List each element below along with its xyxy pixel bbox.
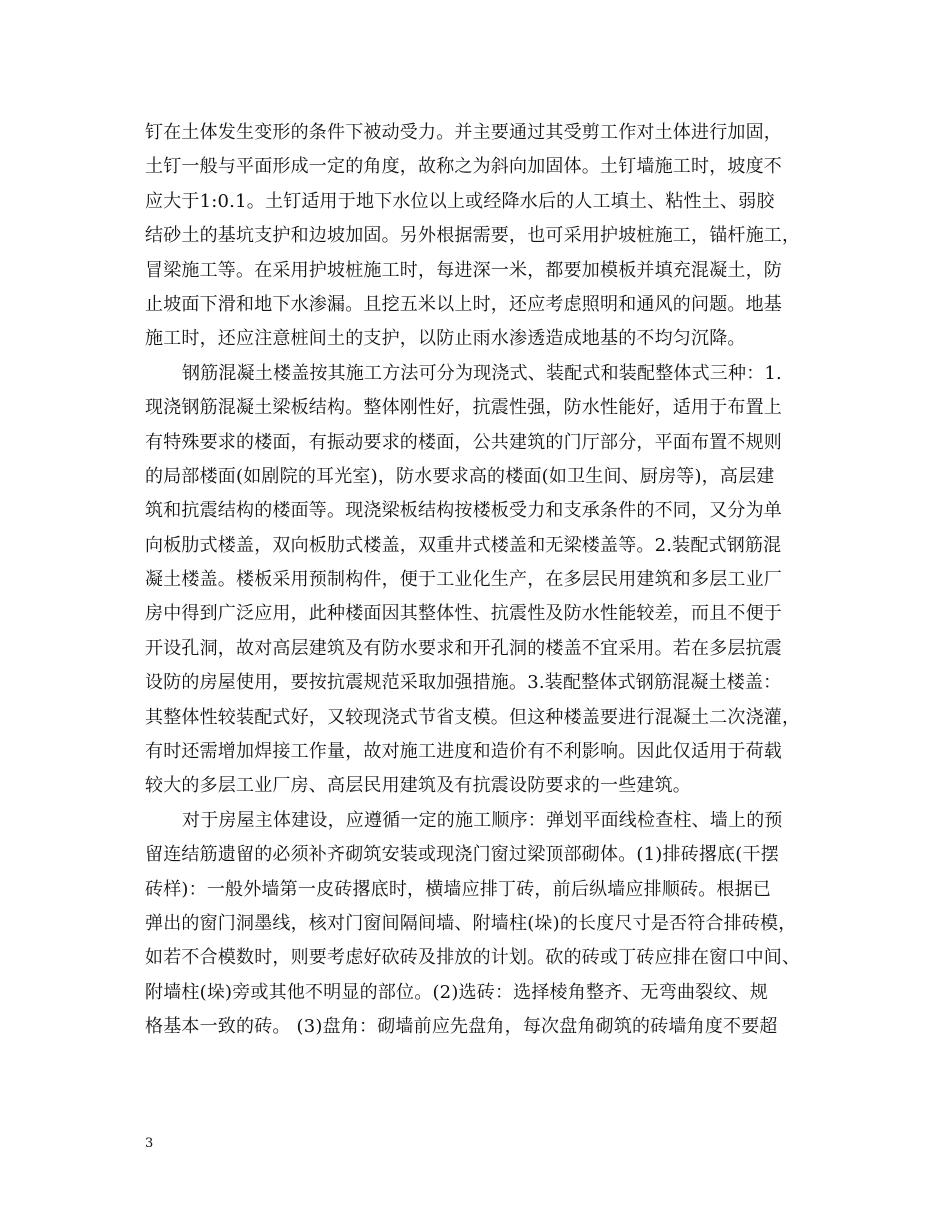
- text-line: 有特殊要求的楼面，有振动要求的楼面，公共建筑的门厅部分，平面布置不规则: [145, 431, 782, 453]
- text-line: 土钉一般与平面形成一定的角度，故称之为斜向加固体。土钉墙施工时，坡度不: [145, 156, 782, 178]
- text-line: 较大的多层工业厂房、高层民用建筑及有抗震设防要求的一些建筑。: [145, 775, 691, 797]
- text-line: 房中得到广泛应用，此种楼面因其整体性、抗震性及防水性能较差，而且不便于: [145, 603, 782, 625]
- text-line: 施工时，还应注意桩间土的支护，以防止雨水渗透造成地基的不均匀沉降。: [145, 328, 746, 350]
- text-line: 现浇钢筋混凝土梁板结构。整体刚性好，抗震性强，防水性能好，适用于布置上: [145, 397, 782, 419]
- text-line: 对于房屋主体建设，应遵循一定的施工顺序：弹划平面线检查柱、墙上的预: [182, 809, 783, 831]
- text-line: 格基本一致的砖。 (3)盘角：砌墙前应先盘角，每次盘角砌筑的砖墙角度不要超: [145, 1016, 778, 1038]
- text-line: 弹出的窗门洞墨线，核对门窗间隔间墙、附墙柱(垛)的长度尺寸是否符合排砖模，: [145, 912, 797, 934]
- text-line: 设防的房屋使用，要按抗震规范采取加强措施。3.装配整体式钢筋混凝土楼盖：: [145, 672, 782, 694]
- page-number: 3: [145, 1136, 154, 1151]
- text-line: 结砂土的基坑支护和边坡加固。另外根据需要，也可采用护坡桩施工，锚杆施工，: [145, 225, 801, 247]
- text-line: 如若不合模数时，则要考虑好砍砖及排放的计划。砍的砖或丁砖应排在窗口中间、: [145, 947, 801, 969]
- text-line: 筑和抗震结构的楼面等。现浇梁板结构按楼板受力和支承条件的不同，又分为单: [145, 500, 782, 522]
- body-text: [145, 116, 815, 1045]
- text-line: 钢筋混凝土楼盖按其施工方法可分为现浇式、装配式和装配整体式三种：1.: [182, 362, 782, 384]
- text-line: 附墙柱(垛)旁或其他不明显的部位。(2)选砖：选择棱角整齐、无弯曲裂纹、规: [145, 981, 768, 1003]
- text-line: 应大于1:0.1。土钉适用于地下水位以上或经降水后的人工填土、粘性土、弱胶: [145, 190, 775, 212]
- text-line: 止坡面下滑和地下水渗漏。且挖五米以上时，还应考虑照明和通风的问题。地基: [145, 293, 782, 315]
- text-line: 开设孔洞，故对高层建筑及有防水要求和开孔洞的楼盖不宜采用。若在多层抗震: [145, 637, 782, 659]
- text-line: 的局部楼面(如剧院的耳光室)，防水要求高的楼面(如卫生间、厨房等)，高层建: [145, 465, 775, 487]
- text-line: 凝土楼盖。楼板采用预制构件，便于工业化生产，在多层民用建筑和多层工业厂: [145, 569, 782, 591]
- text-line: 其整体性较装配式好，又较现浇式节省支模。但这种楼盖要进行混凝土二次浇灌，: [145, 706, 801, 728]
- text-line: 向板肋式楼盖，双向板肋式楼盖，双重井式楼盖和无梁楼盖等。2.装配式钢筋混: [145, 534, 782, 556]
- text-line: 有时还需增加焊接工作量，故对施工进度和造价有不利影响。因此仅适用于荷载: [145, 741, 782, 763]
- text-line: 砖样)：一般外墙第一皮砖撂底时，横墙应排丁砖，前后纵墙应排顺砖。根据已: [145, 878, 772, 900]
- text-line: 钉在土体发生变形的条件下被动受力。并主要通过其受剪工作对土体进行加固，: [145, 122, 782, 143]
- text-line: 留连结筋遗留的必须补齐砌筑安装或现浇门窗过梁顶部砌体。(1)排砖撂底(干摆: [145, 844, 779, 866]
- text-line: 冒梁施工等。在采用护坡桩施工时，每进深一米，都要加模板并填充混凝土，防: [145, 259, 782, 281]
